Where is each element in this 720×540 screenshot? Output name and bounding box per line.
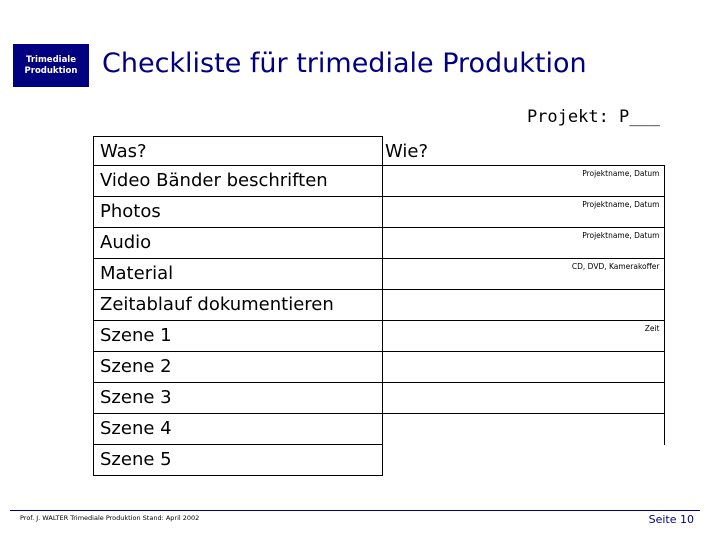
wie-note (383, 414, 664, 417)
wie-note: Zeit (644, 324, 660, 333)
was-text: Szene 3 (100, 387, 172, 408)
wie-note (383, 290, 664, 293)
table-row (94, 197, 665, 228)
wie-cell (383, 321, 665, 352)
table-row (94, 383, 665, 414)
table-header-row (94, 137, 665, 166)
page-number: Seite 10 (648, 513, 694, 526)
wie-cell (383, 197, 665, 228)
was-cell (94, 352, 383, 383)
was-cell (94, 166, 383, 197)
wie-note: Projektname, Datum (582, 231, 660, 240)
was-cell (94, 414, 383, 445)
was-text: Szene 1 (100, 325, 172, 346)
logo-line-1: Trimediale (25, 54, 76, 65)
was-text: Video Bänder beschriften (100, 170, 328, 191)
wie-cell (383, 290, 665, 321)
was-cell (94, 228, 383, 259)
checklist-table (93, 136, 665, 476)
wie-note (383, 352, 664, 355)
was-text: Material (100, 263, 174, 284)
wie-note: CD, DVD, Kamerakoffer (571, 262, 660, 271)
was-cell (94, 197, 383, 228)
was-text: Szene 4 (100, 418, 172, 439)
was-text: Audio (100, 232, 152, 253)
wie-cell (383, 383, 665, 414)
wie-cell (383, 445, 665, 476)
wie-note (383, 383, 664, 386)
logo (13, 44, 89, 87)
wie-cell (383, 166, 665, 197)
table-row (94, 445, 665, 476)
was-text: Photos (100, 201, 161, 222)
was-cell (94, 321, 383, 352)
table-row (94, 290, 665, 321)
table-row (94, 259, 665, 290)
footer-author: Prof. J. WALTER Trimediale Produktion Stand: April 2002 (20, 514, 200, 522)
header-wie-label: Wie? (385, 140, 429, 162)
wie-cell (383, 414, 665, 445)
table-row (94, 321, 665, 352)
wie-note (383, 445, 664, 448)
was-cell (94, 445, 383, 476)
table-row (94, 414, 665, 445)
wie-cell (383, 352, 665, 383)
header-cell-was (94, 137, 383, 166)
was-cell (94, 383, 383, 414)
was-text: Zeitablauf dokumentieren (100, 294, 334, 315)
table-row (94, 166, 665, 197)
logo-line-2: Produktion (24, 65, 78, 76)
was-cell (94, 259, 383, 290)
header-cell-wie (383, 137, 665, 166)
page-title: Checkliste für trimediale Produktion (102, 48, 587, 79)
wie-cell (383, 228, 665, 259)
header-was-label: Was? (100, 141, 147, 162)
wie-cell (383, 259, 665, 290)
wie-note: Projektname, Datum (582, 200, 660, 209)
table-row (94, 228, 665, 259)
wie-note: Projektname, Datum (582, 169, 660, 178)
was-text: Szene 5 (100, 449, 172, 470)
was-cell (94, 290, 383, 321)
project-label: Projekt: P___ (526, 107, 660, 127)
table-row (94, 352, 665, 383)
was-text: Szene 2 (100, 356, 172, 377)
footer-divider (10, 510, 700, 511)
